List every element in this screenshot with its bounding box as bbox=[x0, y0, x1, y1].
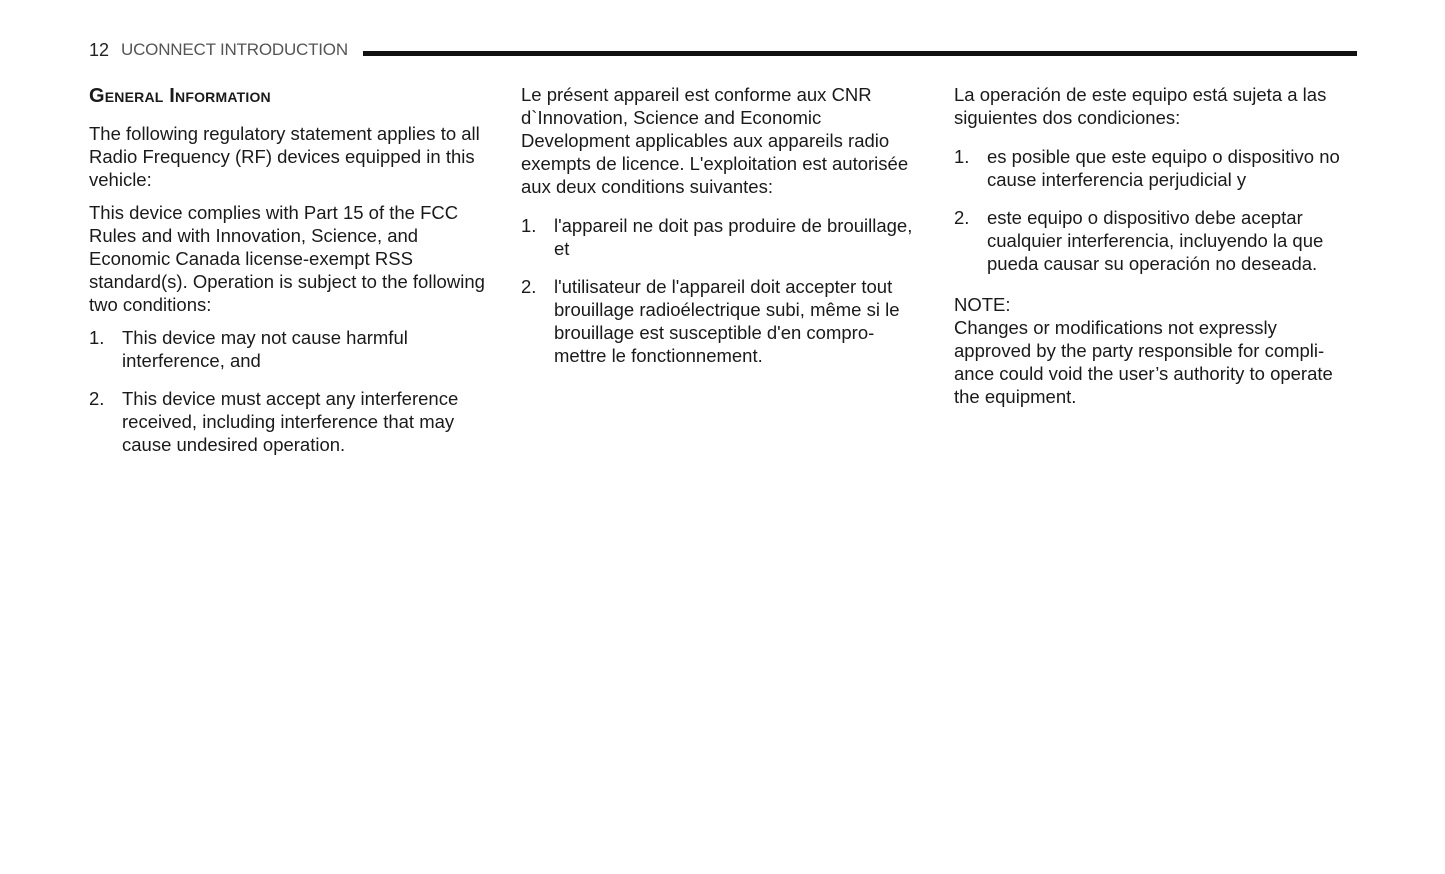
list-number: 1. bbox=[954, 146, 970, 167]
list-item bbox=[954, 206, 1359, 275]
list-text: l'appareil ne doit pas produire de brouillage, et bbox=[554, 215, 913, 259]
conditions-list-fr bbox=[521, 214, 926, 367]
spanish-paragraph: La operación de este equipo está sujeta a las siguientes dos condiciones: bbox=[954, 84, 1327, 128]
list-item bbox=[954, 145, 1359, 191]
fcc-paragraph: This device complies with Part 15 of the FCC Rules and with Innovation, Science, and Economic Canada license-exempt RSS standard(s). Operation is subject to the following two conditions: bbox=[89, 202, 485, 315]
list-text: This device may not cause harmful interference, and bbox=[122, 327, 408, 371]
list-text: es posible que este equipo o dispositivo no cause interferencia perjudicial y bbox=[987, 146, 1340, 190]
french-paragraph: Le présent appareil est conforme aux CNR d`Innovation, Science and Economic Development applicables aux appareils radio exempts de licence. L'exploitation est autorisée aux deux conditions suivantes: bbox=[521, 84, 909, 197]
list-number: 2. bbox=[89, 388, 105, 409]
list-number: 2. bbox=[521, 276, 537, 297]
column-english bbox=[89, 83, 494, 471]
list-number: 2. bbox=[954, 207, 970, 228]
column-spanish bbox=[954, 83, 1359, 408]
page-header bbox=[89, 38, 1357, 62]
list-text: This device must accept any interference received, including interference that may cause undesired operation. bbox=[122, 388, 459, 455]
note-label: NOTE: bbox=[954, 294, 1011, 315]
column-french bbox=[521, 83, 926, 382]
list-text: l'utilisateur de l'appareil doit accepter tout brouillage radioélectrique subi, même si le brouillage est susceptible d'en compro-mettre le fonctionnement. bbox=[554, 276, 900, 366]
intro-paragraph: The following regulatory statement applies to all Radio Frequency (RF) devices equipped in this vehicle: bbox=[89, 123, 480, 190]
list-number: 1. bbox=[89, 327, 105, 348]
list-item bbox=[89, 326, 494, 372]
page-number: 12 bbox=[89, 39, 110, 60]
header-rule bbox=[363, 51, 1357, 56]
conditions-list-es bbox=[954, 145, 1359, 275]
section-title: UCONNECT INTRODUCTION bbox=[121, 40, 348, 59]
conditions-list-en bbox=[89, 326, 494, 456]
list-item bbox=[521, 275, 926, 367]
list-item bbox=[521, 214, 926, 260]
section-heading: General Information bbox=[89, 85, 271, 107]
list-text: este equipo o dispositivo debe aceptar cualquier interferencia, incluyendo la que pueda causar su operación no deseada. bbox=[987, 207, 1324, 274]
list-item bbox=[89, 387, 494, 456]
note-text: Changes or modifications not expressly approved by the party responsible for compli-ance could void the user’s authority to operate the equipment. bbox=[954, 317, 1333, 407]
list-number: 1. bbox=[521, 215, 537, 236]
